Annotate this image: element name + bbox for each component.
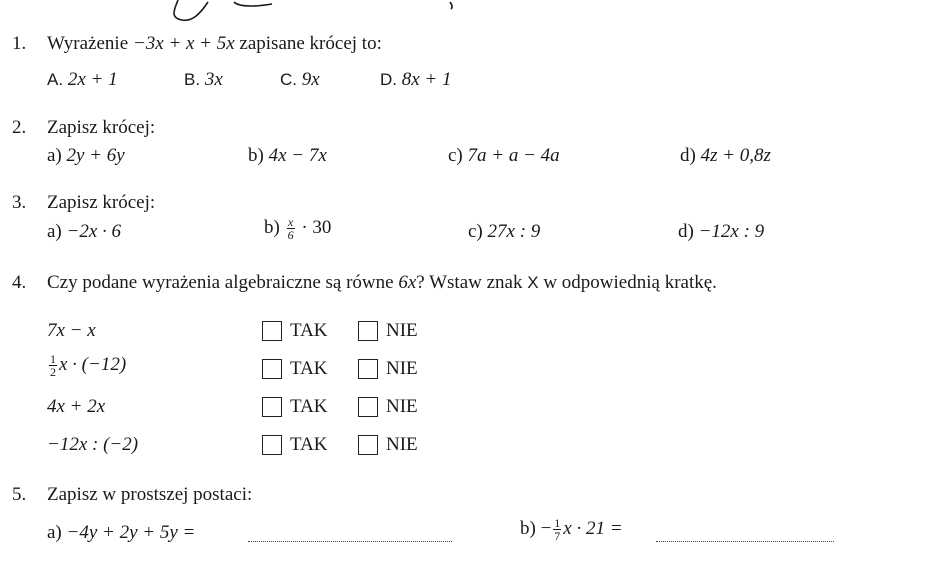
q4-row-2-expression: $\frac{1}{2}$ x · (−12) [50, 352, 127, 379]
q5-item-a: a) −4y + 2y + 5y = [47, 522, 196, 543]
q4-prompt: Czy podane wyrażenia algebraiczne są równe 6x? Wstaw znak X w odpowiednią kratkę. [47, 272, 717, 293]
q1-option-c[interactable]: C. 9x [280, 69, 320, 90]
q2-item-b: b) 4x − 7x [248, 145, 327, 166]
q4-row-4-tak-label: TAK [290, 434, 328, 455]
q4-row-2-nie-label: NIE [386, 358, 418, 379]
q2-prompt: Zapisz krócej: [47, 117, 156, 138]
q5-b-answer-line[interactable] [656, 541, 834, 542]
q3-b-fraction: $\frac{x}{6}$ [287, 215, 294, 242]
q3-number: 3. [12, 192, 27, 213]
q4-row-4-nie-checkbox[interactable] [358, 435, 378, 455]
q4-row-3-expression: 4x + 2x [47, 396, 106, 417]
q4-row-3-tak-label: TAK [290, 396, 328, 417]
q2-item-d: d) 4z + 0,8z [680, 145, 771, 166]
q4-row-2-fraction: $\frac{1}{2}$ [50, 352, 56, 379]
q4-row-3-nie-label: NIE [386, 396, 418, 417]
handwriting-scribble [160, 0, 480, 26]
q4-row-4-expression: −12x : (−2) [47, 434, 139, 455]
q4-row-1-nie-checkbox[interactable] [358, 321, 378, 341]
q4-row-3-tak-checkbox[interactable] [262, 397, 282, 417]
q5-number: 5. [12, 484, 27, 505]
q4-row-3-nie-checkbox[interactable] [358, 397, 378, 417]
q1-expression: −3x + x + 5x [132, 33, 235, 54]
q4-row-1-tak-checkbox[interactable] [262, 321, 282, 341]
q4-row-4-tak-checkbox[interactable] [262, 435, 282, 455]
q4-row-2-tak-label: TAK [290, 358, 328, 379]
q2-item-c: c) 7a + a − 4a [448, 145, 560, 166]
q5-prompt: Zapisz w prostszej postaci: [47, 484, 253, 505]
q1-option-d[interactable]: D. 8x + 1 [380, 69, 452, 90]
q5-a-answer-line[interactable] [248, 541, 452, 542]
q1-option-b[interactable]: B. 3x [184, 69, 223, 90]
q4-row-2-nie-checkbox[interactable] [358, 359, 378, 379]
q2-item-a: a) 2y + 6y [47, 145, 125, 166]
q1-number: 1. [12, 33, 27, 54]
q3-prompt: Zapisz krócej: [47, 192, 156, 213]
q4-number: 4. [12, 272, 27, 293]
q5-b-fraction: $\frac{1}{7}$ [554, 516, 561, 543]
q3-item-d: d) −12x : 9 [678, 221, 765, 242]
q3-item-a: a) −2x · 6 [47, 221, 122, 242]
q3-item-b: b) $\frac{x}{6}$ · 30 [264, 215, 332, 242]
q2-number: 2. [12, 117, 27, 138]
q1-option-a[interactable]: A. 2x + 1 [47, 69, 118, 90]
q4-row-1-tak-label: TAK [290, 320, 328, 341]
q5-item-b: b) − $\frac{1}{7}$ x · 21 = [520, 516, 623, 543]
q4-row-1-nie-label: NIE [386, 320, 418, 341]
q4-row-4-nie-label: NIE [386, 434, 418, 455]
q4-row-2-tak-checkbox[interactable] [262, 359, 282, 379]
q3-item-c: c) 27x : 9 [468, 221, 541, 242]
q1-prompt: Wyrażenie −3x + x + 5x zapisane krócej to: [47, 33, 382, 54]
q4-row-1-expression: 7x − x [47, 320, 96, 341]
